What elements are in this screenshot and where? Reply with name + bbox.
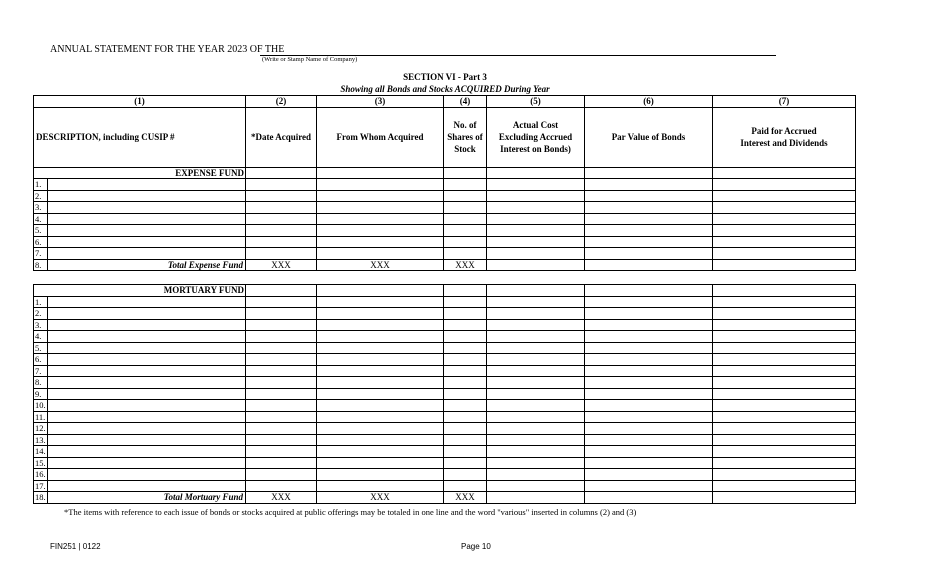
cell[interactable] — [585, 319, 713, 331]
row-number: 5. — [34, 342, 48, 354]
cell[interactable] — [487, 285, 585, 297]
cell[interactable] — [585, 480, 713, 492]
table-row — [34, 469, 856, 481]
cell[interactable] — [48, 446, 246, 458]
cell[interactable] — [585, 492, 713, 504]
cell[interactable] — [444, 190, 487, 202]
cell[interactable] — [48, 248, 246, 260]
cell[interactable] — [444, 202, 487, 214]
row-number: 3. — [34, 202, 48, 214]
cell[interactable] — [713, 365, 856, 377]
cell[interactable] — [317, 457, 444, 469]
cell[interactable] — [444, 457, 487, 469]
cell[interactable] — [487, 331, 585, 343]
cell[interactable] — [317, 342, 444, 354]
cell[interactable] — [48, 434, 246, 446]
table-row — [34, 365, 856, 377]
cell[interactable] — [487, 248, 585, 260]
mortuary-fund-table — [33, 284, 856, 504]
mortuary-fund-label: MORTUARY FUND — [34, 285, 246, 297]
row-number: 3. — [34, 319, 48, 331]
cell[interactable] — [317, 296, 444, 308]
cell[interactable] — [713, 285, 856, 297]
col-cost-line2: Excluding Accrued — [498, 132, 573, 142]
cell[interactable] — [246, 308, 317, 320]
row-number: 16. — [35, 469, 46, 480]
cell[interactable] — [585, 190, 713, 202]
col-description-header: DESCRIPTION, including CUSIP # — [34, 107, 246, 167]
cell[interactable] — [48, 236, 246, 248]
cell[interactable] — [713, 190, 856, 202]
total-mark: XXX — [246, 259, 317, 271]
cell[interactable] — [444, 213, 487, 225]
cell[interactable] — [487, 446, 585, 458]
cell[interactable] — [317, 446, 444, 458]
cell[interactable] — [317, 411, 444, 423]
cell[interactable] — [713, 331, 856, 343]
cell[interactable] — [487, 423, 585, 435]
cell[interactable] — [317, 248, 444, 260]
total-mark: XXX — [317, 259, 444, 271]
col-par-value-header: Par Value of Bonds — [585, 107, 713, 167]
table-row — [34, 400, 856, 412]
cell[interactable] — [487, 167, 585, 179]
cell[interactable] — [317, 167, 444, 179]
total-mark: XXX — [444, 259, 487, 271]
cell[interactable] — [713, 377, 856, 389]
col-shares-header — [444, 107, 487, 167]
table-row — [34, 457, 856, 469]
cell[interactable] — [585, 423, 713, 435]
cell[interactable] — [48, 319, 246, 331]
cell[interactable] — [585, 365, 713, 377]
cell[interactable] — [48, 296, 246, 308]
cell[interactable] — [317, 202, 444, 214]
cell[interactable] — [317, 331, 444, 343]
cell[interactable] — [444, 296, 487, 308]
page-number: Page 10 — [461, 542, 491, 551]
cell[interactable] — [585, 236, 713, 248]
cell[interactable] — [317, 225, 444, 237]
cell[interactable] — [487, 308, 585, 320]
cell[interactable] — [317, 388, 444, 400]
cell[interactable] — [585, 400, 713, 412]
cell[interactable] — [246, 202, 317, 214]
cell[interactable] — [48, 213, 246, 225]
cell[interactable] — [246, 469, 317, 481]
cell[interactable] — [585, 469, 713, 481]
cell[interactable] — [713, 457, 856, 469]
expense-fund-table — [33, 95, 856, 271]
cell[interactable] — [48, 354, 246, 366]
table-row — [34, 202, 856, 214]
expense-fund-rows — [34, 179, 856, 260]
cell[interactable] — [585, 354, 713, 366]
cell[interactable] — [487, 190, 585, 202]
cell[interactable] — [246, 342, 317, 354]
cell[interactable] — [487, 411, 585, 423]
cell[interactable] — [585, 285, 713, 297]
cell[interactable] — [713, 236, 856, 248]
cell[interactable] — [48, 331, 246, 343]
total-mark: XXX — [444, 492, 487, 504]
cell[interactable] — [585, 331, 713, 343]
expense-fund-label: EXPENSE FUND — [34, 167, 246, 179]
row-number: 12. — [35, 423, 46, 434]
col-actual-cost-header — [487, 107, 585, 167]
cell[interactable] — [444, 400, 487, 412]
cell[interactable] — [487, 434, 585, 446]
cell[interactable] — [585, 388, 713, 400]
cell[interactable] — [585, 308, 713, 320]
table-row — [34, 213, 856, 225]
row-number: 8. — [34, 259, 48, 271]
cell[interactable] — [585, 179, 713, 191]
cell[interactable] — [317, 285, 444, 297]
column-number-row — [34, 96, 856, 108]
form-id: FIN251 | 0122 — [50, 542, 101, 551]
cell[interactable] — [487, 365, 585, 377]
cell[interactable] — [713, 248, 856, 260]
cell[interactable] — [713, 308, 856, 320]
mortuary-fund-label-row — [34, 285, 856, 297]
cell[interactable] — [444, 480, 487, 492]
table-row — [34, 423, 856, 435]
cell[interactable] — [444, 411, 487, 423]
col-shares-line3: Stock — [454, 144, 476, 154]
cell[interactable] — [246, 365, 317, 377]
cell[interactable] — [246, 446, 317, 458]
cell[interactable] — [585, 296, 713, 308]
cell[interactable] — [585, 377, 713, 389]
cell[interactable] — [487, 354, 585, 366]
cell[interactable] — [713, 400, 856, 412]
table-row — [34, 190, 856, 202]
cell[interactable] — [246, 225, 317, 237]
col-shares-line2: Shares of — [447, 132, 483, 142]
row-number: 6. — [34, 236, 48, 248]
row-number: 5. — [34, 225, 48, 237]
row-number: 1. — [34, 296, 48, 308]
col-date-acquired-header: *Date Acquired — [246, 107, 317, 167]
col-cost-line3: Interest on Bonds) — [500, 144, 571, 154]
cell[interactable] — [444, 248, 487, 260]
cell[interactable] — [585, 446, 713, 458]
cell[interactable] — [444, 365, 487, 377]
row-number: 4. — [34, 213, 48, 225]
table-row — [34, 179, 856, 191]
row-number: 10. — [35, 400, 46, 411]
cell[interactable] — [246, 167, 317, 179]
cell[interactable] — [444, 167, 487, 179]
cell[interactable] — [713, 259, 856, 271]
cell[interactable] — [444, 236, 487, 248]
table-row — [34, 296, 856, 308]
company-name-note: (Write or Stamp Name of Company) — [262, 56, 358, 63]
cell[interactable] — [48, 202, 246, 214]
expense-fund-total-row — [34, 259, 856, 271]
cell[interactable] — [317, 469, 444, 481]
cell[interactable] — [246, 411, 317, 423]
col-num-1: (1) — [34, 96, 246, 108]
table-row — [34, 248, 856, 260]
cell[interactable] — [713, 342, 856, 354]
cell[interactable] — [487, 388, 585, 400]
cell[interactable] — [444, 179, 487, 191]
table-row — [34, 354, 856, 366]
cell[interactable] — [487, 179, 585, 191]
cell[interactable] — [317, 179, 444, 191]
cell[interactable] — [487, 202, 585, 214]
cell[interactable] — [444, 319, 487, 331]
cell[interactable] — [487, 259, 585, 271]
table-row — [34, 446, 856, 458]
mortuary-fund-total-row — [34, 492, 856, 504]
table-row — [34, 377, 856, 389]
col-num-2: (2) — [246, 96, 317, 108]
cell[interactable] — [444, 308, 487, 320]
cell[interactable] — [317, 423, 444, 435]
row-number: 15. — [35, 457, 46, 468]
cell[interactable] — [487, 225, 585, 237]
col-accrued-header — [713, 107, 856, 167]
cell[interactable] — [246, 423, 317, 435]
cell[interactable] — [246, 213, 317, 225]
row-number: 2. — [34, 308, 48, 320]
col-num-4: (4) — [444, 96, 487, 108]
cell[interactable] — [48, 179, 246, 191]
table-row — [34, 342, 856, 354]
cell[interactable] — [48, 308, 246, 320]
row-number: 11. — [34, 411, 48, 423]
row-number: 9. — [34, 388, 48, 400]
total-mark: XXX — [246, 492, 317, 504]
cell[interactable] — [585, 434, 713, 446]
cell[interactable] — [246, 248, 317, 260]
cell[interactable] — [713, 225, 856, 237]
section-title: SECTION VI - Part 3 — [403, 72, 487, 82]
cell[interactable] — [48, 457, 246, 469]
cell[interactable] — [48, 190, 246, 202]
cell[interactable] — [487, 457, 585, 469]
cell[interactable] — [246, 296, 317, 308]
cell[interactable] — [48, 365, 246, 377]
cell[interactable] — [713, 411, 856, 423]
cell[interactable] — [48, 377, 246, 389]
row-number: 1. — [34, 179, 48, 191]
cell[interactable] — [246, 434, 317, 446]
cell[interactable] — [48, 342, 246, 354]
cell[interactable] — [444, 225, 487, 237]
col-num-6: (6) — [585, 96, 713, 108]
cell[interactable] — [585, 248, 713, 260]
cell[interactable] — [487, 236, 585, 248]
cell[interactable] — [246, 331, 317, 343]
cell[interactable] — [487, 469, 585, 481]
cell[interactable] — [487, 480, 585, 492]
expense-fund-label-row — [34, 167, 856, 179]
cell[interactable] — [317, 377, 444, 389]
cell[interactable] — [487, 377, 585, 389]
col-from-whom-header: From Whom Acquired — [317, 107, 444, 167]
cell[interactable] — [585, 457, 713, 469]
cell[interactable] — [444, 388, 487, 400]
cell[interactable] — [713, 388, 856, 400]
cell[interactable] — [585, 259, 713, 271]
row-number: 7. — [34, 365, 48, 377]
table-row — [34, 388, 856, 400]
cell[interactable] — [713, 480, 856, 492]
row-number: 4. — [34, 331, 48, 343]
cell[interactable] — [487, 213, 585, 225]
section-subtitle: Showing all Bonds and Stocks ACQUIRED During Year — [340, 84, 550, 94]
row-number: 6. — [34, 354, 48, 366]
cell[interactable] — [585, 411, 713, 423]
cell[interactable] — [444, 423, 487, 435]
cell[interactable] — [444, 469, 487, 481]
cell[interactable] — [246, 480, 317, 492]
column-description-row — [34, 107, 856, 167]
cell[interactable] — [246, 377, 317, 389]
cell[interactable] — [246, 319, 317, 331]
cell[interactable] — [444, 354, 487, 366]
cell[interactable] — [246, 354, 317, 366]
table-row — [34, 308, 856, 320]
cell[interactable] — [444, 446, 487, 458]
col-cost-line1: Actual Cost — [512, 120, 559, 130]
cell[interactable] — [713, 423, 856, 435]
cell[interactable] — [317, 308, 444, 320]
col-num-7: (7) — [713, 96, 856, 108]
table-row — [34, 411, 856, 423]
col-shares-line1: No. of — [453, 120, 477, 130]
cell[interactable] — [317, 213, 444, 225]
cell[interactable] — [48, 411, 246, 423]
col-accrued-line2: Interest and Dividends — [740, 138, 828, 148]
cell[interactable] — [444, 342, 487, 354]
cell[interactable] — [487, 296, 585, 308]
row-number: 7. — [34, 248, 48, 260]
cell[interactable] — [444, 434, 487, 446]
cell[interactable] — [713, 213, 856, 225]
cell[interactable] — [317, 365, 444, 377]
row-number: 14. — [35, 446, 46, 457]
cell[interactable] — [246, 285, 317, 297]
cell[interactable] — [444, 377, 487, 389]
cell[interactable] — [585, 167, 713, 179]
cell[interactable] — [48, 469, 246, 481]
cell[interactable] — [246, 179, 317, 191]
table-row — [34, 319, 856, 331]
mortuary-fund-rows — [34, 296, 856, 492]
cell[interactable] — [48, 480, 246, 492]
cell[interactable] — [713, 202, 856, 214]
mortuary-total-label: Total Mortuary Fund — [48, 492, 246, 504]
cell[interactable] — [246, 236, 317, 248]
table-row — [34, 236, 856, 248]
cell[interactable] — [713, 434, 856, 446]
cell[interactable] — [713, 296, 856, 308]
cell[interactable] — [317, 434, 444, 446]
cell[interactable] — [444, 331, 487, 343]
table-row — [34, 331, 856, 343]
cell[interactable] — [317, 354, 444, 366]
cell[interactable] — [713, 167, 856, 179]
row-number: 13. — [35, 434, 46, 445]
cell[interactable] — [713, 354, 856, 366]
cell[interactable] — [48, 400, 246, 412]
statement-title: ANNUAL STATEMENT FOR THE YEAR 2023 OF THE — [50, 44, 285, 55]
cell[interactable] — [317, 190, 444, 202]
cell[interactable] — [317, 400, 444, 412]
cell[interactable] — [246, 190, 317, 202]
expense-total-label: Total Expense Fund — [48, 259, 246, 271]
cell[interactable] — [246, 400, 317, 412]
cell[interactable] — [444, 285, 487, 297]
cell[interactable] — [585, 202, 713, 214]
row-number: 17. — [35, 480, 46, 491]
table-row — [34, 225, 856, 237]
cell[interactable] — [713, 492, 856, 504]
row-number: 2. — [34, 190, 48, 202]
col-num-5: (5) — [487, 96, 585, 108]
footnote: *The items with reference to each issue of bonds or stocks acquired at public offerings may be totaled in one line and the word "various" inserted in columns (2) and (3) — [64, 507, 637, 517]
col-num-3: (3) — [317, 96, 444, 108]
cell[interactable] — [713, 319, 856, 331]
cell[interactable] — [585, 213, 713, 225]
cell[interactable] — [246, 457, 317, 469]
table-row — [34, 480, 856, 492]
cell[interactable] — [487, 319, 585, 331]
table-row — [34, 434, 856, 446]
row-number: 18. — [35, 492, 46, 503]
cell[interactable] — [48, 388, 246, 400]
cell[interactable] — [246, 388, 317, 400]
cell[interactable] — [487, 342, 585, 354]
cell[interactable] — [487, 492, 585, 504]
cell[interactable] — [48, 225, 246, 237]
cell[interactable] — [585, 342, 713, 354]
cell[interactable] — [713, 179, 856, 191]
cell[interactable] — [317, 319, 444, 331]
cell[interactable] — [317, 480, 444, 492]
cell[interactable] — [713, 446, 856, 458]
total-mark: XXX — [317, 492, 444, 504]
cell[interactable] — [48, 423, 246, 435]
cell[interactable] — [585, 225, 713, 237]
cell[interactable] — [317, 236, 444, 248]
row-number: 8. — [34, 377, 48, 389]
cell[interactable] — [487, 400, 585, 412]
cell[interactable] — [713, 469, 856, 481]
col-accrued-line1: Paid for Accrued — [751, 126, 817, 136]
